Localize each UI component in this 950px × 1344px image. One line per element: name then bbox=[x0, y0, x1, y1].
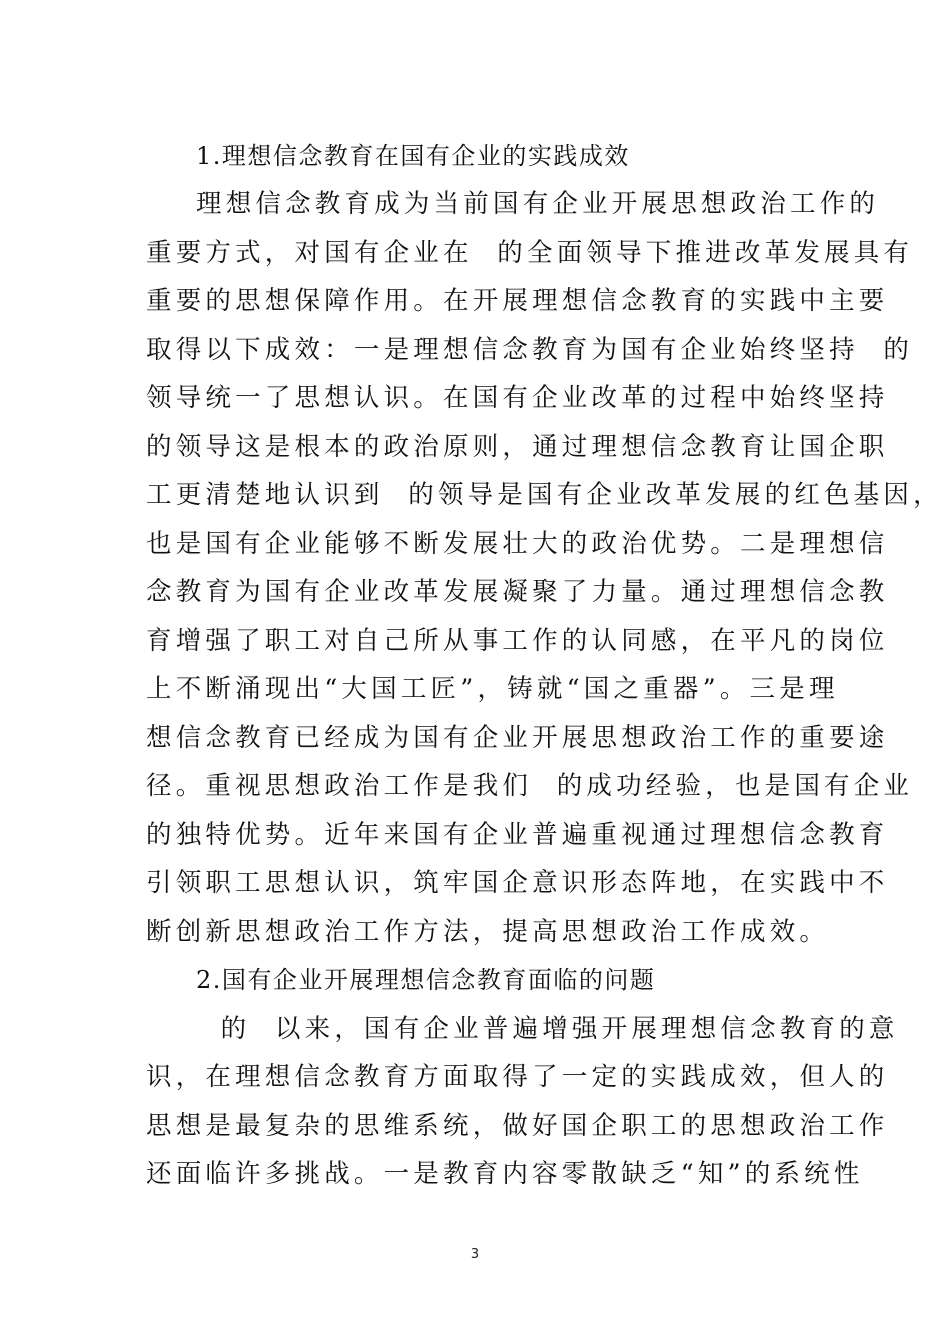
paragraph-line: 断创新思想政治工作方法，提高思想政治工作成效。 bbox=[146, 917, 830, 947]
paragraph-line: 领导统一了思想认识。在国有企业改革的过程中始终坚持 bbox=[146, 383, 889, 413]
paragraph-line: 上不断涌现出“大国工匠”，铸就“国之重器”。三是理 bbox=[146, 674, 839, 704]
paragraph-line: 念教育为国有企业改革发展凝聚了力量。通过理想信念教 bbox=[146, 577, 889, 607]
paragraph-line: 重要方式，对国有企业在 的全面领导下推进改革发展具有 bbox=[146, 238, 914, 268]
paragraph-line: 的领导这是根本的政治原则，通过理想信念教育让国企职 bbox=[146, 432, 889, 462]
paragraph-line: 的独特优势。近年来国有企业普遍重视通过理想信念教育 bbox=[146, 820, 889, 850]
paragraph-line: 思想是最复杂的思维系统，做好国企职工的思想政治工作 bbox=[146, 1111, 889, 1141]
paragraph-line: 还面临许多挑战。一是教育内容零散缺乏“知”的系统性 bbox=[146, 1159, 864, 1189]
paragraph-line: 也是国有企业能够不断发展壮大的政治优势。二是理想信 bbox=[146, 529, 889, 559]
paragraph-line: 取得以下成效：一是理想信念教育为国有企业始终坚持 的 bbox=[146, 335, 914, 365]
paragraph-line: 育增强了职工对自己所从事工作的认同感，在平凡的岗位 bbox=[146, 626, 889, 656]
paragraph-line: 引领职工思想认识，筑牢国企意识形态阵地，在实践中不 bbox=[146, 868, 889, 898]
paragraph-line: 工更清楚地认识到 的领导是国有企业改革发展的红色基因， bbox=[146, 480, 943, 510]
paragraph-line: 想信念教育已经成为国有企业开展思想政治工作的重要途 bbox=[146, 723, 889, 753]
paragraph-line: 识，在理想信念教育方面取得了一定的实践成效，但人的 bbox=[146, 1062, 889, 1092]
paragraph-line: 重要的思想保障作用。在开展理想信念教育的实践中主要 bbox=[146, 286, 889, 316]
paragraph-line: 理想信念教育成为当前国有企业开展思想政治工作的 bbox=[196, 189, 880, 219]
paragraph-line: 的 以来，国有企业普遍增强开展理想信念教育的意 bbox=[196, 1014, 899, 1044]
section-heading-2: 2.国有企业开展理想信念教育面临的问题 bbox=[196, 966, 656, 994]
paragraph-line: 径。重视思想政治工作是我们 的成功经验，也是国有企业 bbox=[146, 771, 914, 801]
section-heading-1: 1.理想信念教育在国有企业的实践成效 bbox=[196, 142, 630, 170]
page-number: 3 bbox=[470, 1247, 480, 1262]
